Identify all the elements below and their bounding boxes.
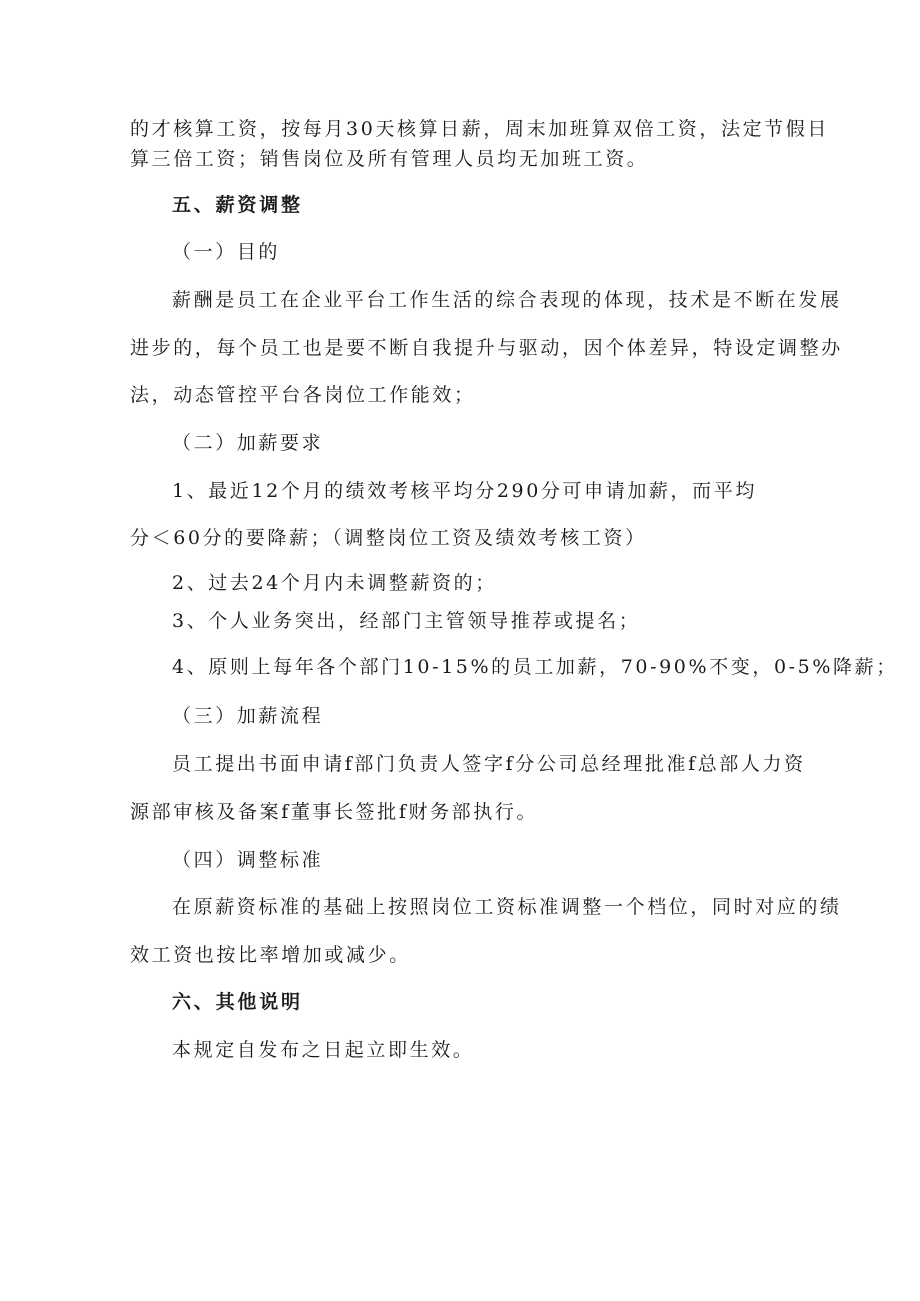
section5-title: 五、薪资调整 — [172, 194, 303, 216]
purpose-line-2: 进步的，每个员工也是要不断自我提升与驱动，因个体差异，特设定调整办 — [130, 337, 843, 359]
section6-title: 六、其他说明 — [172, 991, 303, 1013]
standard-line-2: 效工资也按比率增加或减少。 — [130, 944, 411, 966]
req1-line-2: 分＜60分的要降薪；（调整岗位工资及绩效考核工资） — [130, 527, 647, 549]
req3: 3、个人业务突出，经部门主管领导推荐或提名； — [172, 610, 641, 632]
req4: 4、原则上每年各个部门10-15%的员工加薪，70-90%不变，0-5%降薪； — [172, 656, 898, 678]
sub1-title: （一）目的 — [172, 241, 281, 263]
intro-line-2: 算三倍工资；销售岗位及所有管理人员均无加班工资。 — [130, 148, 649, 170]
sub2-title: （二）加薪要求 — [172, 432, 324, 454]
other-line: 本规定自发布之日起立即生效。 — [172, 1039, 475, 1061]
standard-line-1: 在原薪资标准的基础上按照岗位工资标准调整一个档位，同时对应的绩 — [172, 896, 842, 918]
process-line-2: 源部审核及备案f董事长签批f财务部执行。 — [130, 801, 539, 823]
purpose-line-1: 薪酬是员工在企业平台工作生活的综合表现的体现，技术是不断在发展 — [172, 289, 842, 311]
process-line-1: 员工提出书面申请f部门负责人签字f分公司总经理批准f总部人力资 — [172, 753, 806, 775]
purpose-line-3: 法，动态管控平台各岗位工作能效； — [130, 384, 476, 406]
req1-line-1: 1、最近12个月的绩效考核平均分290分可申请加薪，而平均 — [172, 480, 757, 502]
req2: 2、过去24个月内未调整薪资的； — [172, 572, 497, 594]
intro-line-1: 的才核算工资，按每月30天核算日薪，周末加班算双倍工资，法定节假日 — [130, 118, 829, 140]
sub4-title: （四）调整标准 — [172, 849, 324, 871]
sub3-title: （三）加薪流程 — [172, 705, 324, 727]
